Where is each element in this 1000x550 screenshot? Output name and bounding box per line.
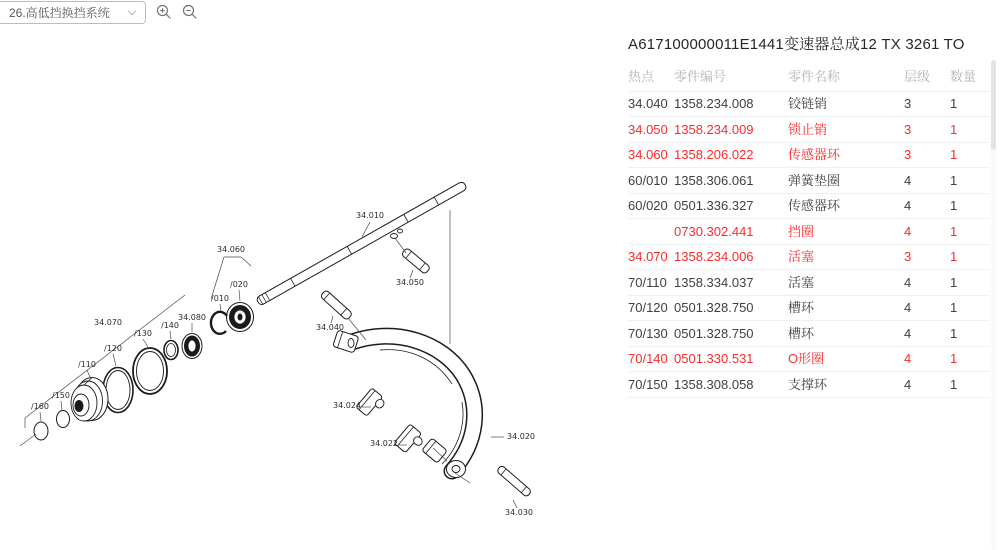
table-row[interactable]: [628, 117, 990, 143]
cell-name: 挡圈: [788, 223, 815, 239]
part-ring-130[interactable]: [133, 348, 167, 394]
cell-name: 传感器环: [788, 147, 841, 162]
diagram-label-34.070: 34.070: [94, 318, 122, 327]
diagram-label-/110: /110: [78, 360, 96, 369]
cell-hotspot: 70/110: [628, 274, 667, 290]
table-row[interactable]: [628, 168, 990, 194]
cell-part_no: 1358.334.037: [674, 274, 754, 290]
cell-part_no: 1358.308.058: [674, 376, 754, 392]
zoom-in-icon[interactable]: [156, 4, 172, 20]
cell-level: 4: [904, 325, 912, 341]
diagram-label-/140: /140: [161, 321, 179, 330]
cell-qty: 1: [950, 376, 958, 392]
cell-qty: 1: [950, 96, 958, 111]
parts-panel: [628, 0, 990, 398]
table-row[interactable]: [628, 296, 990, 322]
cell-level: 4: [904, 223, 912, 239]
column-header-0: 热点: [628, 69, 655, 84]
cell-qty: 1: [950, 147, 958, 162]
chevron-down-icon: [127, 8, 137, 18]
diagram-label-34.010: 34.010: [356, 211, 384, 220]
part-snapring-010[interactable]: [211, 312, 227, 334]
table-row[interactable]: [628, 347, 990, 373]
part-ring-160[interactable]: [34, 422, 48, 440]
cell-part_no: 1358.234.008: [674, 96, 754, 111]
part-ring-150[interactable]: [57, 411, 70, 428]
cell-hotspot: 70/150: [628, 376, 668, 392]
cell-qty: 1: [950, 223, 958, 239]
cell-hotspot: 60/020: [628, 198, 668, 213]
part-ring-140[interactable]: [164, 341, 178, 360]
diagram-label-34.022: 34.022: [370, 439, 398, 448]
cell-qty: 1: [950, 249, 958, 264]
cell-part_no: 0730.302.441: [674, 223, 754, 239]
diagram-label-34.020: 34.020: [507, 432, 535, 441]
table-row[interactable]: [628, 219, 990, 245]
parts-table-body: [628, 92, 990, 398]
part-shaft-34010[interactable]: [256, 181, 468, 306]
cell-part_no: 0501.330.531: [674, 351, 754, 366]
cell-part_no: 1358.206.022: [674, 147, 754, 162]
cell-name: O形圈: [788, 351, 825, 366]
cell-level: 4: [904, 274, 912, 290]
cell-hotspot: 34.040: [628, 96, 668, 111]
cell-hotspot: 70/130: [628, 325, 668, 341]
cell-name: 支撑环: [788, 376, 828, 392]
cell-part_no: 0501.328.750: [674, 325, 754, 341]
table-row[interactable]: [628, 92, 990, 118]
cell-name: 槽环: [788, 300, 815, 315]
diagram-label-/120: /120: [104, 344, 122, 353]
parts-table-header: [628, 65, 990, 92]
cell-qty: 1: [950, 325, 958, 341]
diagram-label-/160: /160: [31, 402, 49, 411]
cell-hotspot: 34.070: [628, 249, 668, 264]
cell-part_no: 1358.306.061: [674, 172, 754, 188]
cell-name: 铰链销: [788, 96, 828, 111]
cell-hotspot: 60/010: [628, 172, 668, 188]
diagram-label-/010: /010: [211, 294, 229, 303]
part-bearing-34080[interactable]: [182, 334, 202, 359]
cell-name: 锁止销: [788, 121, 828, 137]
cell-name: 弹簧垫圈: [788, 172, 841, 188]
diagram-label-/020: /020: [230, 280, 248, 289]
table-row[interactable]: [628, 321, 990, 347]
zoom-out-icon[interactable]: [182, 4, 198, 20]
table-row[interactable]: [628, 270, 990, 296]
cell-qty: 1: [950, 274, 958, 290]
cell-part_no: 1358.234.006: [674, 249, 754, 264]
part-pad-34022[interactable]: [394, 424, 427, 457]
column-header-1: 零件编号: [674, 69, 727, 84]
assembly-title: A617100000011E1441变速器总成12 TX 3261 TO: [628, 36, 965, 53]
cell-level: 3: [904, 249, 912, 264]
cell-qty: 1: [950, 351, 958, 366]
diagram-label-34.024: 34.024: [333, 401, 361, 410]
part-pin-34030[interactable]: [496, 465, 531, 497]
cell-qty: 1: [950, 121, 958, 137]
system-select-value: 26.高低挡换挡系统: [9, 6, 110, 20]
cell-part_no: 0501.328.750: [674, 300, 754, 315]
column-header-2: 零件名称: [788, 69, 841, 84]
cell-hotspot: 34.060: [628, 147, 668, 162]
cell-level: 3: [904, 121, 912, 137]
cell-name: 活塞: [788, 274, 815, 290]
cell-level: 4: [904, 172, 912, 188]
cell-part_no: 0501.336.327: [674, 198, 754, 213]
diagram-label-34.060: 34.060: [217, 245, 245, 254]
table-row[interactable]: [628, 143, 990, 169]
part-pin-34040[interactable]: [320, 290, 353, 321]
diagram-label-/150: /150: [52, 391, 70, 400]
cell-name: 槽环: [788, 325, 815, 341]
diagram-label-34.040: 34.040: [316, 323, 344, 332]
diagram-label-34.080: 34.080: [178, 313, 206, 322]
cell-level: 3: [904, 147, 912, 162]
cell-hotspot: 34.050: [628, 121, 668, 137]
part-bearing-020[interactable]: [227, 303, 254, 332]
cell-qty: 1: [950, 198, 958, 213]
column-header-3: 层级: [904, 69, 931, 84]
cell-name: 活塞: [788, 249, 815, 264]
diagram-label-34.050: 34.050: [396, 278, 424, 287]
table-row[interactable]: [628, 194, 990, 220]
scrollbar-thumb[interactable]: [991, 60, 996, 150]
system-select[interactable]: [0, 1, 146, 24]
cell-level: 4: [904, 198, 912, 213]
cell-name: 传感器环: [788, 198, 841, 213]
cell-level: 4: [904, 300, 912, 315]
part-piston-110[interactable]: [71, 378, 108, 422]
cell-hotspot: 70/140: [628, 351, 668, 366]
part-pin-34050[interactable]: [401, 248, 431, 275]
cell-qty: 1: [950, 172, 958, 188]
column-header-4: 数量: [950, 69, 977, 84]
cell-part_no: 1358.234.009: [674, 121, 754, 137]
cell-qty: 1: [950, 300, 958, 315]
cell-level: 4: [904, 351, 912, 366]
table-row[interactable]: [628, 372, 990, 398]
diagram-label-/130: /130: [134, 329, 152, 338]
cell-level: 3: [904, 96, 912, 111]
table-row[interactable]: [628, 245, 990, 271]
cell-hotspot: 70/120: [628, 300, 668, 315]
diagram-label-34.030: 34.030: [505, 508, 533, 517]
scrollbar-track[interactable]: [991, 60, 996, 550]
cell-level: 4: [904, 376, 912, 392]
